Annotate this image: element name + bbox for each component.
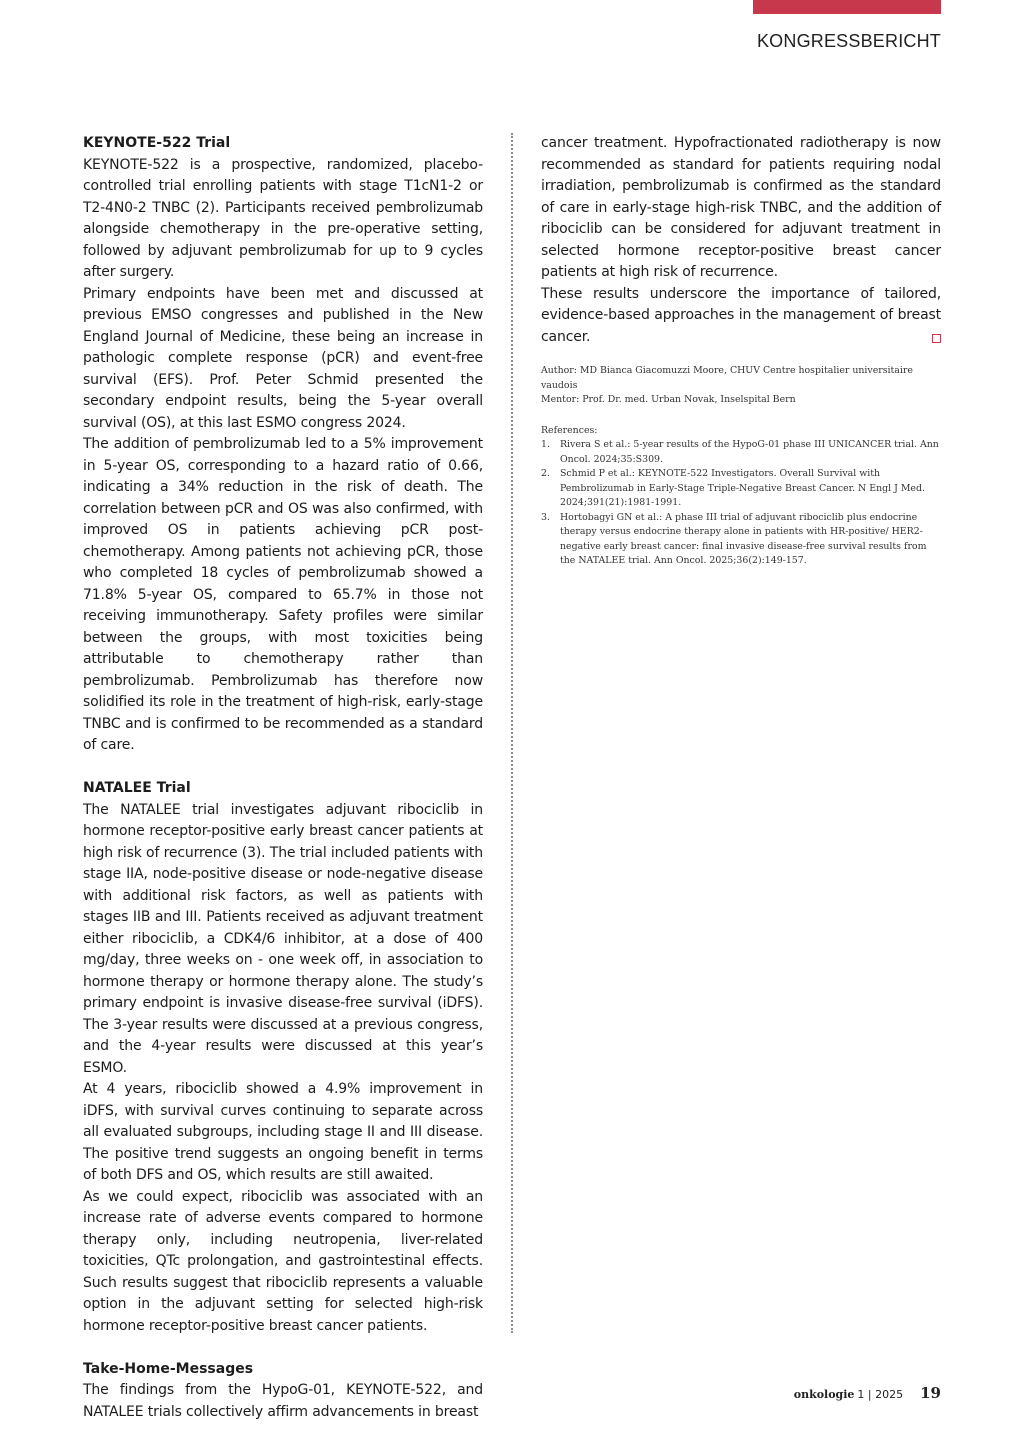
reference-item [541, 467, 941, 511]
reference-number: 2. [541, 468, 550, 479]
takehome-heading: Take-Home-Messages [83, 1360, 254, 1377]
references [541, 424, 941, 569]
natalee-heading: NATALEE Trial [83, 780, 191, 796]
reference-number: 1. [541, 439, 550, 450]
natalee-paragraph-3: As we could expect, ribociclib was associated with an increase rate of adverse events compared to hormone therapy only, including neutropenia, liver-related toxicities, QTc prolongation, and gastrointestinal effects. Such results suggest that ribociclib represents a valuable option in the adjuvant setting for selected high-risk hormone receptor-positive breast cancer patients. [83, 1188, 483, 1334]
references-label: References: [541, 424, 598, 436]
conclusion-paragraph-1: cancer treatment. Hypofractionated radiotherapy is now recommended as standard for patients requiring nodal irradiation, pembrolizumab is confirmed as the standard of care in early-stage high-risk TNBC, and the addition of ribociclib can be considered for adjuvant treatment in selected hormone receptor-positive breast cancer patients at high risk of recurrence. [541, 135, 941, 280]
reference-number: 3. [541, 511, 550, 523]
takehome-paragraph-1: The findings from the HypoG-01, KEYNOTE-522, and NATALEE trials collectively affirm advancements in breast [83, 1382, 483, 1420]
page-number: 19 [920, 1384, 941, 1402]
keynote-paragraph-1: KEYNOTE-522 is a prospective, randomized, placebo-controlled trial enrolling patients with stage T1cN1-2 or T2-4N0-2 TNBC (2). Participants received pembrolizumab alongside chemotherapy in the pre-operative setting, followed by adjuvant pembrolizumab for up to 9 cycles after surgery. [83, 156, 483, 280]
natalee-paragraph-1: The NATALEE trial investigates adjuvant ribociclib in hormone receptor-positive early breast cancer patients at high risk of recurrence (3). The trial included patients with stage IIA, node-positive disease or node-negative disease with additional risk factors, as well as patients with stages IIB and III. Patients received as adjuvant treatment either ribociclib, a CDK4/6 inhibitor, at a dose of 400 mg/day, three weeks on - one week off, in association to hormone therapy or hormone therapy alone. The study’s primary endpoint is invasive disease-free survival (iDFS). The 3-year results were discussed at a previous congress, and the 4-year results were discussed at this year’s ESMO. [83, 801, 483, 1076]
conclusion-paragraph-2 [541, 284, 941, 349]
keynote-paragraph-3: The addition of pembrolizumab led to a 5% improvement in 5-year OS, corresponding to a hazard ratio of 0.66, indicating a 34% reduction in the risk of death. The correlation between pCR and OS was also confirmed, with improved OS in patients achieving pCR post-chemotherapy. Among patients not achieving pCR, those who completed 18 cycles of pembrolizumab showed a 71.8% 5-year OS, compared to 65.7% in those not receiving immunotherapy. Safety profiles were similar between the groups, with most toxicities being attributable to chemotherapy rather than pembrolizumab. Pembrolizumab has therefore now solidified its role in the treatment of high-risk, early-stage TNBC and is confirmed to be recommended as a standard of care. [83, 436, 483, 753]
section-label: KONGRESSBERICHT [756, 31, 941, 51]
author-line: Author: MD Bianca Giacomuzzi Moore, CHUV Centre hospitalier universitaire vaudois [541, 365, 913, 391]
reference-item [541, 511, 941, 569]
reference-item [541, 438, 941, 467]
conclusion-paragraph-2-text: These results underscore the importance of tailored, evidence-based approaches in the management of breast cancer. [541, 285, 941, 345]
natalee-paragraph-2: At 4 years, ribociclib showed a 4.9% improvement in iDFS, with survival curves continuing to separate across all evaluated subgroups, including stage II and III disease. The positive trend suggests an ongoing benefit in terms of both DFS and OS, which results are still awaited. [83, 1081, 483, 1183]
issue-label: 1 | 2025 [857, 1388, 904, 1401]
reference-text: Schmid P et al.: KEYNOTE-522 Investigators. Overall Survival with Pembrolizumab in Early-Stage Triple-Negative Breast Cancer. N Engl J Med. 2024;391(21):1981-1991. [560, 468, 925, 508]
page-footer [794, 1384, 941, 1402]
accent-bar [753, 0, 941, 14]
column-divider [511, 133, 513, 1333]
keynote-heading: KEYNOTE-522 Trial [83, 135, 231, 151]
reference-text: Rivera S et al.: 5-year results of the HypoG-01 phase III UNICANCER trial. Ann Oncol. 2024;35:S309. [560, 439, 939, 465]
journal-name: onkologie [793, 1388, 855, 1401]
left-column [83, 133, 483, 1423]
mentor-line: Mentor: Prof. Dr. med. Urban Novak, Inselspital Bern [541, 394, 796, 405]
end-of-article-icon [932, 334, 941, 343]
right-column [541, 133, 941, 569]
reference-text: Hortobagyi GN et al.: A phase III trial of adjuvant ribociclib plus endocrine therapy versus endocrine therapy alone in patients with HR-positive/ HER2-negative early breast cancer: final invasive disease-free survival results from the NATALEE trial. Ann Oncol. 2025;36(2):149-157. [560, 511, 927, 566]
keynote-paragraph-2: Primary endpoints have been met and discussed at previous EMSO congresses and published in the New England Journal of Medicine, these being an increase in pathologic complete response (pCR) and event-free survival (EFS). Prof. Peter Schmid presented the secondary endpoint results, being the 5-year overall survival (OS), at this last ESMO congress 2024. [83, 285, 483, 431]
